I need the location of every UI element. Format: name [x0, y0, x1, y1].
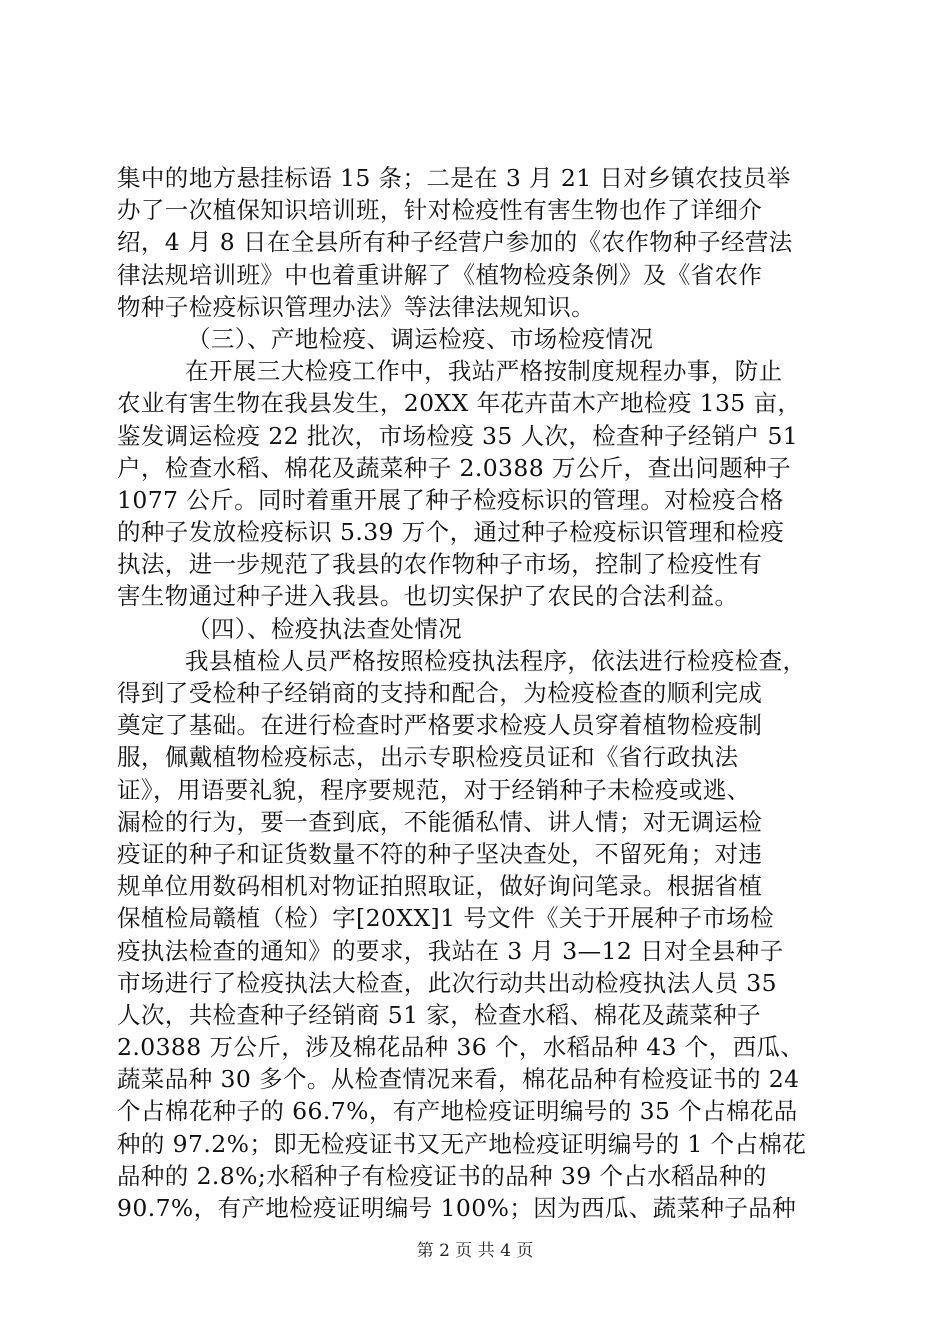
section-heading-4: （四）、检疫执法查处情况 — [187, 614, 463, 643]
text-line: 疫执法检查的通知》的要求，我站在 3 月 3—12 日对全县种子 — [117, 936, 784, 965]
text-line: 得到了受检种子经销商的支持和配合，为检疫检查的顺利完成 — [117, 679, 763, 707]
text-line: 绍，4 月 8 日在全县所有种子经营户参加的《农作物种子经营法 — [117, 228, 793, 257]
text-line: 漏检的行为，要一查到底，不能循私情、讲人情；对无调运检 — [117, 807, 763, 836]
text-line: 害生物通过种子进入我县。也切实保护了农民的合法利益。 — [117, 582, 739, 611]
text-line: 种的 97.2%；即无检疫证书又无产地检疫证明编号的 1 个占棉花 — [117, 1129, 807, 1158]
text-line: 农业有害生物在我县发生，20XX 年花卉苗木产地检疫 135 亩， — [117, 389, 802, 418]
document-body — [117, 162, 833, 1224]
text-line: 证》，用语要礼貌，程序要规范，对于经销种子未检疫或逃、 — [117, 775, 751, 804]
text-line: 1077 公斤。同时着重开展了种子检疫标识的管理。对检疫合格 — [117, 485, 784, 514]
text-line: 在开展三大检疫工作中，我站严格按制度规程办事，防止 — [185, 357, 783, 386]
page-number-footer: 第 2 页 共 4 页 — [416, 1241, 534, 1261]
text-line: 我县植检人员严格按照检疫执法程序，依法进行检疫检查， — [185, 646, 807, 675]
text-line: 律法规培训班》中也着重讲解了《植物检疫条例》及《省农作 — [117, 260, 763, 289]
text-line: 集中的地方悬挂标语 15 条；二是在 3 月 21 日对乡镇农技员举 — [117, 164, 791, 192]
text-line: 奠定了基础。在进行检查时严格要求检疫人员穿着植物检疫制 — [117, 711, 763, 740]
text-line: 户，检查水稻、棉花及蔬菜种子 2.0388 万公斤，查出问题种子 — [117, 453, 791, 482]
text-line: 的种子发放检疫标识 5.39 万个，通过种子检疫标识管理和检疫 — [117, 518, 785, 547]
text-line: 2.0388 万公斤，涉及棉花品种 36 个，水稻品种 43 个，西瓜、 — [117, 1033, 805, 1062]
text-line: 人次，共检查种子经销商 51 家，检查水稻、棉花及蔬菜种子 — [117, 1000, 761, 1029]
text-line: 90.7%，有产地检疫证明编号 100%；因为西瓜、蔬菜种子品种 — [117, 1194, 797, 1222]
text-line: 服，佩戴植物检疫标志，出示专职检疫员证和《省行政执法 — [117, 743, 739, 772]
text-line: 蔬菜品种 30 多个。从检查情况来看，棉花品种有检疫证书的 24 — [117, 1065, 800, 1094]
text-line: 鉴发调运检疫 22 批次，市场检疫 35 人次，检查种子经销户 51 — [117, 421, 799, 450]
text-line: 执法，进一步规范了我县的农作物种子市场，控制了检疫性有 — [117, 550, 763, 579]
text-line: 疫证的种子和证货数量不符的种子坚决查处，不留死角；对违 — [117, 839, 763, 868]
section-heading-3: （三）、产地检疫、调运检疫、市场检疫情况 — [187, 324, 654, 353]
text-line: 规单位用数码相机对物证拍照取证，做好询问笔录。根据省植 — [117, 872, 763, 901]
text-line: 市场进行了检疫执法大检查，此次行动共出动检疫执法人员 35 — [117, 968, 777, 997]
text-line: 办了一次植保知识培训班，针对检疫性有害生物也作了详细介 — [117, 196, 763, 225]
text-line: 个占棉花种子的 66.7%，有产地检疫证明编号的 35 个占棉花品 — [117, 1097, 798, 1126]
text-line: 品种的 2.8%;水稻种子有检疫证书的品种 39 个占水稻品种的 — [117, 1161, 767, 1190]
text-line: 保植检局赣植（检）字[20XX]1 号文件《关于开展种子市场检 — [117, 904, 775, 933]
text-line: 物种子检疫标识管理办法》等法律法规知识。 — [117, 292, 595, 321]
